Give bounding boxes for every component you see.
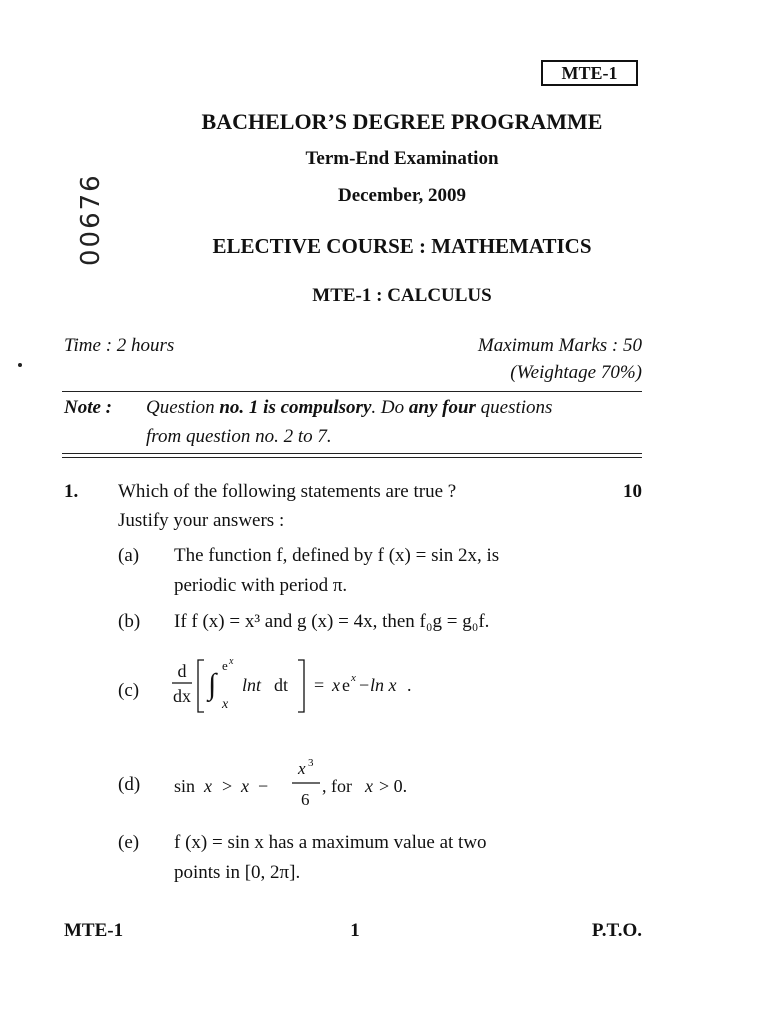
- question-text: Which of the following statements are true ?: [118, 481, 457, 502]
- svg-text:x: x: [351, 672, 356, 684]
- note-text-e: questions: [475, 397, 553, 418]
- svg-text:∫: ∫: [208, 668, 217, 701]
- svg-text:d: d: [177, 661, 187, 681]
- max-marks: Maximum Marks : 50: [477, 335, 642, 356]
- exam-title: Term-End Examination: [305, 148, 499, 169]
- part-e-line-1: f (x) = sin x has a maximum value at two: [174, 832, 487, 853]
- paper-code-box: [541, 60, 638, 86]
- part-a-line-2: periodic with period π.: [174, 575, 348, 596]
- part-c-formula: [170, 650, 470, 720]
- paper-title: MTE-1 : CALCULUS: [312, 285, 492, 306]
- footer-code: MTE-1: [64, 920, 124, 941]
- note-text-d: any four: [408, 397, 476, 418]
- svg-text:−: −: [258, 776, 269, 796]
- svg-text:e: e: [222, 658, 228, 673]
- note-line-1: [146, 397, 552, 419]
- question-number: 1.: [64, 481, 79, 502]
- svg-text:lnt: lnt: [242, 675, 262, 695]
- svg-text:=: =: [314, 675, 325, 695]
- question-text-2: Justify your answers :: [118, 510, 285, 531]
- weightage: (Weightage 70%): [510, 362, 642, 383]
- time-label: Time : 2 hours: [64, 335, 175, 356]
- part-b-text: If f (x) = x³ and g (x) = 4x, then f₀g = g₀f.: [174, 611, 490, 632]
- svg-text:, for: , for: [322, 776, 352, 796]
- svg-text:x: x: [332, 675, 340, 695]
- note-label: Note :: [64, 397, 113, 418]
- programme-title: BACHELOR’S DEGREE PROGRAMME: [201, 109, 603, 134]
- svg-text:x: x: [298, 759, 306, 778]
- scan-dot: [18, 363, 22, 367]
- part-b-label: (b): [118, 611, 141, 632]
- note-text-b: no. 1 is compulsory: [219, 397, 372, 418]
- serial-number-stamp: [62, 170, 122, 270]
- pto-label: P.T.O.: [591, 920, 642, 941]
- svg-text:.: .: [407, 675, 412, 695]
- svg-text:> 0.: > 0.: [379, 776, 408, 796]
- question-marks: 10: [623, 481, 642, 502]
- part-e-label: (e): [118, 832, 140, 853]
- part-e-line-2: points in [0, 2π].: [174, 862, 301, 883]
- svg-text:x: x: [365, 776, 373, 796]
- note-text-a: Question: [146, 397, 220, 418]
- divider-double: [62, 453, 642, 458]
- svg-text:x: x: [222, 697, 229, 712]
- svg-text:dt: dt: [274, 675, 289, 695]
- svg-text:x: x: [204, 776, 212, 796]
- svg-text:x: x: [241, 776, 249, 796]
- svg-text:3: 3: [308, 757, 314, 769]
- course-title: ELECTIVE COURSE : MATHEMATICS: [212, 234, 592, 258]
- divider-top: [62, 391, 642, 392]
- svg-text:x: x: [229, 656, 234, 667]
- note-text-c: . Do: [371, 397, 409, 418]
- svg-text:>: >: [222, 776, 233, 796]
- svg-text:ln x: ln x: [370, 675, 397, 695]
- part-a-line-1: The function f, defined by f (x) = sin 2x, is: [174, 545, 500, 566]
- svg-text:6: 6: [301, 790, 310, 809]
- part-d-label: (d): [118, 774, 141, 795]
- part-c-label: (c): [118, 680, 140, 701]
- svg-text:dx: dx: [173, 686, 191, 706]
- serial-number: 00676: [76, 173, 106, 266]
- part-d-formula: [170, 752, 440, 814]
- page-number: 1: [350, 920, 360, 941]
- svg-text:−: −: [359, 675, 370, 695]
- svg-text:sin: sin: [174, 776, 196, 796]
- svg-text:e: e: [342, 675, 350, 695]
- exam-date: December, 2009: [337, 185, 467, 206]
- note-line-2: from question no. 2 to 7.: [146, 426, 332, 447]
- paper-code: MTE-1: [561, 62, 618, 83]
- part-a-label: (a): [118, 545, 140, 566]
